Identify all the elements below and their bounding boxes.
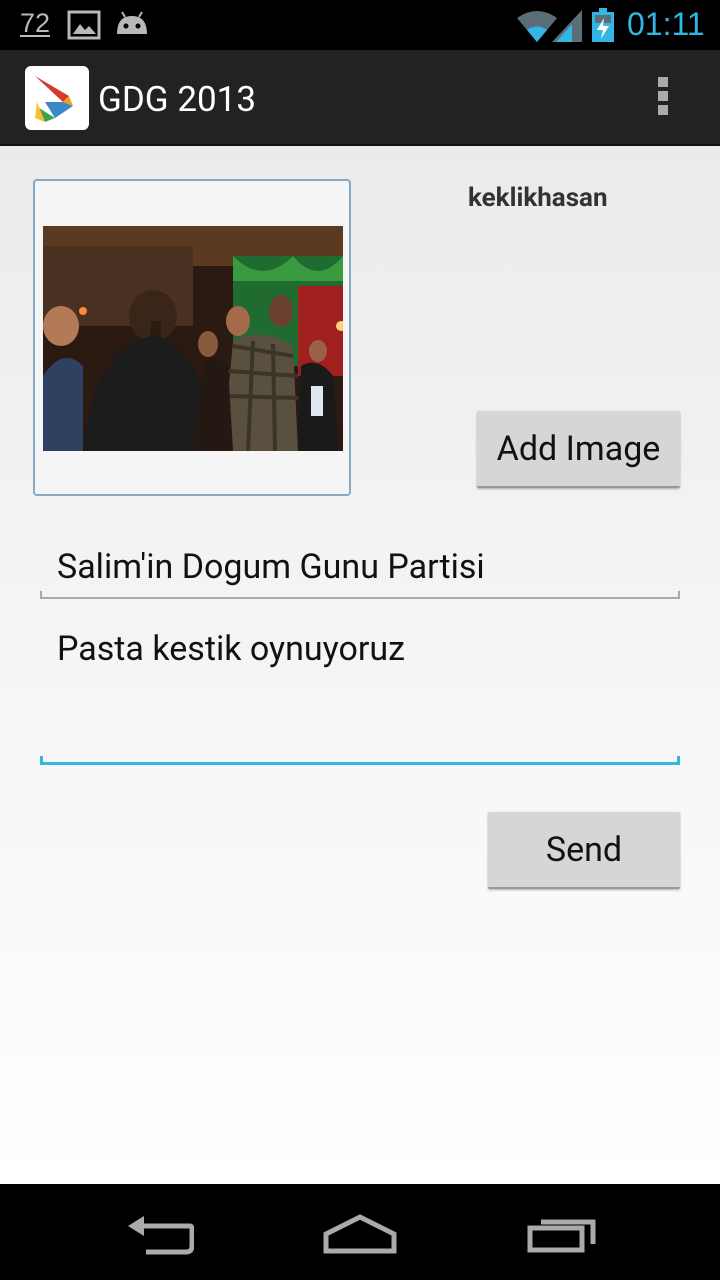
description-input-underline (40, 762, 680, 765)
description-input[interactable] (40, 616, 680, 765)
navigation-bar (0, 1184, 720, 1280)
clock: 01:11 (627, 6, 705, 42)
home-icon[interactable] (323, 1214, 397, 1254)
title-input-underline (40, 597, 680, 599)
title-input[interactable] (40, 531, 680, 599)
description-input-value: Pasta kestik oynuyoruz (57, 629, 406, 669)
android-icon (113, 10, 151, 38)
compose-form (0, 146, 720, 1184)
back-icon[interactable] (126, 1216, 194, 1256)
action-bar (0, 50, 720, 146)
signal-icon (552, 10, 582, 42)
image-preview-frame[interactable] (33, 179, 351, 496)
battery-charging-icon (592, 8, 614, 42)
wifi-icon (517, 10, 557, 42)
recent-apps-icon[interactable] (527, 1214, 597, 1254)
app-title: GDG 2013 (98, 79, 257, 120)
status-bar (0, 0, 720, 50)
party-photo (43, 226, 343, 451)
notification-count: 72 (20, 8, 51, 38)
send-button[interactable]: Send (488, 812, 680, 889)
username-label: keklikhasan (468, 183, 608, 213)
overflow-menu-icon[interactable] (655, 77, 671, 121)
title-input-value: Salim'in Dogum Gunu Partisi (57, 547, 485, 587)
picture-icon (67, 10, 101, 40)
gdg-logo-icon[interactable] (25, 66, 89, 130)
add-image-button[interactable]: Add Image (477, 411, 680, 488)
